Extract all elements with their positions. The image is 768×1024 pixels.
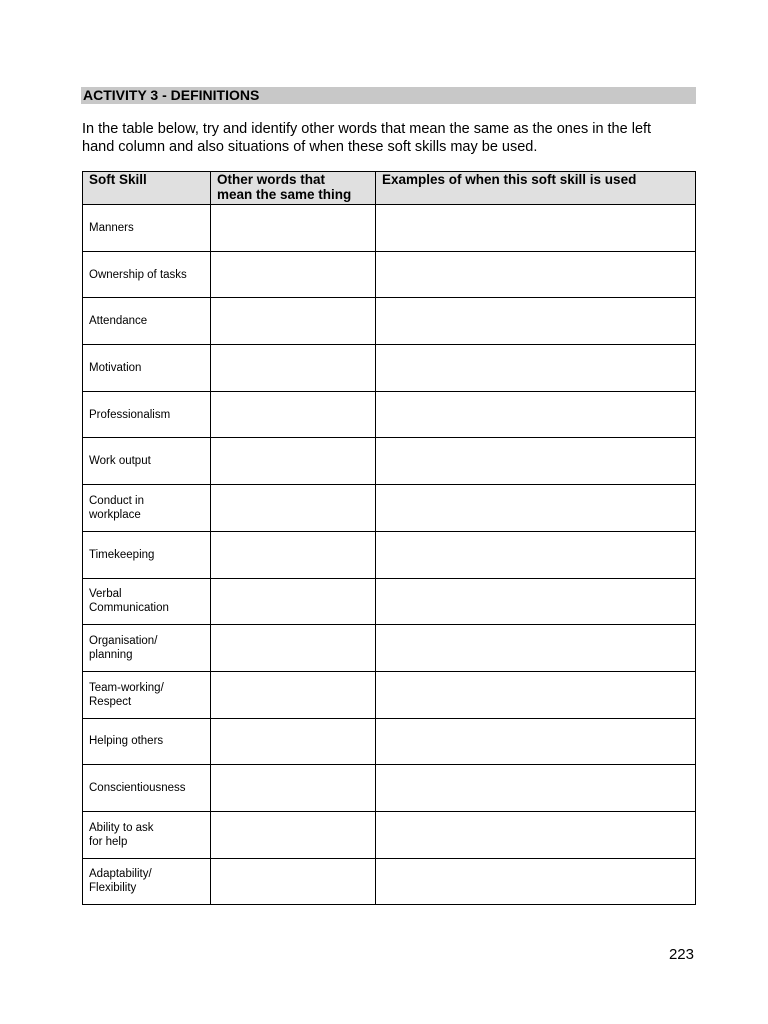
- table-row: [83, 438, 696, 485]
- table-row: [83, 671, 696, 718]
- skill-line-2: Communication: [89, 602, 169, 615]
- activity-heading: ACTIVITY 3 - DEFINITIONS: [83, 87, 260, 103]
- table-row: [83, 251, 696, 298]
- header-other-words-line-2: mean the same thing: [217, 187, 352, 202]
- examples-cell[interactable]: [376, 298, 696, 345]
- intro-line-2: hand column and also situations of when these soft skills may be used.: [82, 139, 538, 155]
- other-words-cell[interactable]: [211, 765, 376, 812]
- skill-line-1: Professionalism: [89, 408, 171, 421]
- other-words-cell[interactable]: [211, 858, 376, 905]
- other-words-cell[interactable]: [211, 625, 376, 672]
- skill-line-2: workplace: [89, 508, 141, 521]
- skill-line-1: Conduct in: [89, 494, 144, 507]
- table-row: [83, 485, 696, 532]
- table-row: [83, 391, 696, 438]
- skill-line-2: Flexibility: [89, 882, 137, 895]
- header-examples: [376, 172, 696, 205]
- skill-cell: [83, 205, 211, 252]
- soft-skills-table: [82, 171, 696, 905]
- skill-cell: [83, 298, 211, 345]
- skill-line-1: Organisation/: [89, 635, 158, 648]
- table-row: [83, 765, 696, 812]
- intro-paragraph: [82, 120, 702, 156]
- skill-line-1: Timekeeping: [89, 548, 155, 561]
- other-words-cell[interactable]: [211, 718, 376, 765]
- other-words-cell[interactable]: [211, 671, 376, 718]
- table-header-row: [83, 172, 696, 205]
- table-body: [83, 205, 696, 905]
- examples-cell[interactable]: [376, 391, 696, 438]
- other-words-cell[interactable]: [211, 251, 376, 298]
- skill-line-1: Helping others: [89, 735, 164, 748]
- skill-cell: [83, 625, 211, 672]
- skill-cell: [83, 485, 211, 532]
- skill-line-2: planning: [89, 649, 133, 662]
- table-row: [83, 578, 696, 625]
- examples-cell[interactable]: [376, 718, 696, 765]
- table-row: [83, 625, 696, 672]
- table-row: [83, 811, 696, 858]
- skill-line-1: Adaptability/: [89, 868, 152, 881]
- table-row: [83, 718, 696, 765]
- other-words-cell[interactable]: [211, 391, 376, 438]
- table-row: [83, 345, 696, 392]
- examples-cell[interactable]: [376, 578, 696, 625]
- other-words-cell[interactable]: [211, 531, 376, 578]
- table-row: [83, 205, 696, 252]
- skill-cell: [83, 531, 211, 578]
- skill-cell: [83, 345, 211, 392]
- examples-cell[interactable]: [376, 345, 696, 392]
- skill-line-2: for help: [89, 835, 128, 848]
- other-words-cell[interactable]: [211, 578, 376, 625]
- other-words-cell[interactable]: [211, 298, 376, 345]
- examples-cell[interactable]: [376, 671, 696, 718]
- skill-cell: [83, 671, 211, 718]
- skill-line-1: Ability to ask: [89, 821, 154, 834]
- skill-cell: [83, 391, 211, 438]
- skill-line-2: Respect: [89, 695, 132, 708]
- examples-cell[interactable]: [376, 251, 696, 298]
- page-number: 223: [668, 946, 694, 963]
- skill-line-1: Conscientiousness: [89, 782, 186, 795]
- examples-cell[interactable]: [376, 858, 696, 905]
- skill-line-1: Team-working/: [89, 681, 164, 694]
- other-words-cell[interactable]: [211, 485, 376, 532]
- skill-line-1: Attendance: [89, 315, 148, 328]
- header-soft-skill-label: Soft Skill: [89, 172, 147, 187]
- header-soft-skill: [83, 172, 211, 205]
- skill-cell: [83, 251, 211, 298]
- skill-cell: [83, 765, 211, 812]
- skill-cell: [83, 438, 211, 485]
- skill-cell: [83, 858, 211, 905]
- other-words-cell[interactable]: [211, 345, 376, 392]
- examples-cell[interactable]: [376, 531, 696, 578]
- skill-line-1: Work output: [89, 455, 151, 468]
- skill-cell: [83, 578, 211, 625]
- header-other-words-line-1: Other words that: [217, 172, 326, 187]
- header-examples-label: Examples of when this soft skill is used: [382, 172, 637, 187]
- examples-cell[interactable]: [376, 765, 696, 812]
- table-row: [83, 858, 696, 905]
- table-row: [83, 298, 696, 345]
- skill-line-1: Manners: [89, 221, 134, 234]
- skill-line-1: Ownership of tasks: [89, 268, 187, 281]
- examples-cell[interactable]: [376, 205, 696, 252]
- header-other-words: [211, 172, 376, 205]
- examples-cell[interactable]: [376, 485, 696, 532]
- skill-cell: [83, 811, 211, 858]
- intro-line-1: In the table below, try and identify other words that mean the same as the ones in the left: [82, 121, 652, 137]
- examples-cell[interactable]: [376, 438, 696, 485]
- examples-cell[interactable]: [376, 811, 696, 858]
- examples-cell[interactable]: [376, 625, 696, 672]
- skill-line-1: Motivation: [89, 361, 142, 374]
- other-words-cell[interactable]: [211, 205, 376, 252]
- table-row: [83, 531, 696, 578]
- skill-cell: [83, 718, 211, 765]
- other-words-cell[interactable]: [211, 438, 376, 485]
- skill-line-1: Verbal: [89, 588, 122, 601]
- other-words-cell[interactable]: [211, 811, 376, 858]
